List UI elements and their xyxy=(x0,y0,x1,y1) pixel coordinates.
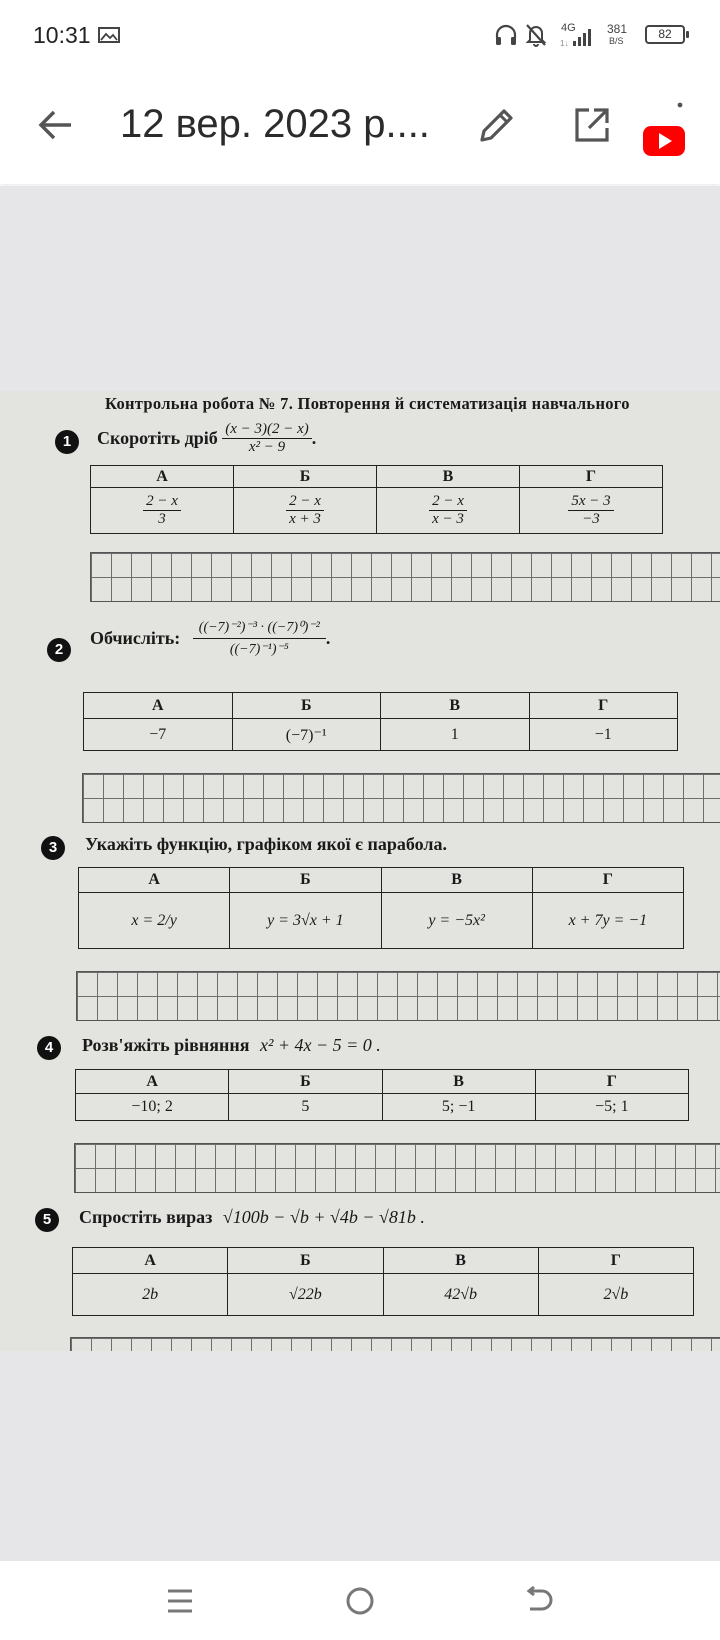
option-header: А xyxy=(84,693,233,719)
back-arrow-icon[interactable] xyxy=(36,105,76,145)
option-header: Г xyxy=(538,1248,693,1274)
worksheet-header: Контрольна робота № 7. Повторення й систематизація навчального xyxy=(105,394,630,413)
question-number-badge: 2 xyxy=(47,638,71,662)
fraction xyxy=(222,421,312,456)
question-text: Обчисліть: $\frac{\text{((−7)⁻²)⁻³ · ((−7)⁰)⁻²}}{\text{((−7)⁻¹)⁻⁵}}$ . xyxy=(90,617,330,660)
headset-icon xyxy=(494,23,518,47)
fraction-numerator: 2 − x xyxy=(429,493,467,511)
option-header: В xyxy=(377,466,520,488)
option-header: Б xyxy=(229,1070,382,1094)
option-header: Б xyxy=(230,868,381,893)
option-value xyxy=(520,488,663,534)
question-number-badge: 3 xyxy=(41,836,65,860)
option-value: 1 xyxy=(381,719,530,751)
question-prompt: Обчисліть: xyxy=(90,628,181,648)
question-text: Скоротіть дріб $\frac{(x - 3)(2 - x)}{\text{x² − 9}}$ . xyxy=(97,421,317,455)
option-header: Б xyxy=(234,466,377,488)
option-header: В xyxy=(383,1248,538,1274)
svg-text:1↓: 1↓ xyxy=(560,39,569,47)
answer-table xyxy=(90,465,663,534)
option-header: В xyxy=(381,693,530,719)
option-header: Г xyxy=(535,1070,688,1094)
question-number-badge: 5 xyxy=(35,1208,59,1232)
option-value: x + 7y = −1 xyxy=(532,893,683,949)
home-icon[interactable] xyxy=(340,1581,380,1621)
fraction-denominator: −3 xyxy=(582,511,600,527)
option-header: Г xyxy=(529,693,678,719)
question-text xyxy=(82,1035,381,1056)
question-prompt: Укажіть функцію, графіком якої є парабола. xyxy=(85,834,447,854)
network-type: 4G xyxy=(561,22,576,34)
equation: x² + 4x − 5 = 0 . xyxy=(259,1035,381,1055)
bell-off-icon xyxy=(524,22,548,48)
recent-apps-icon[interactable] xyxy=(160,1581,200,1621)
document-title: 12 вер. 2023 р.... xyxy=(120,102,430,146)
option-value: √22b xyxy=(228,1274,383,1316)
option-value xyxy=(234,488,377,534)
answer-grid xyxy=(76,971,720,1021)
network-speed-unit: B/S xyxy=(609,36,624,46)
youtube-icon[interactable] xyxy=(640,100,688,156)
open-external-icon[interactable] xyxy=(572,105,612,145)
option-value: (−7)⁻¹ xyxy=(232,719,381,751)
fraction-denominator: x + 3 xyxy=(289,511,321,527)
option-value xyxy=(377,488,520,534)
answer-grid xyxy=(70,1337,720,1351)
option-header: Б xyxy=(232,693,381,719)
answer-table xyxy=(75,1069,689,1121)
battery-level: 82 xyxy=(658,27,672,41)
battery-icon xyxy=(645,25,685,44)
option-value: y = −5x² xyxy=(381,893,532,949)
option-header: А xyxy=(91,466,234,488)
option-value: 2√b xyxy=(538,1274,693,1316)
option-value xyxy=(91,488,234,534)
status-bar xyxy=(0,0,720,72)
question-prompt: Розв'яжіть рівняння xyxy=(82,1035,250,1055)
fraction-numerator: ((−7)⁻²)⁻³ · ((−7)⁰)⁻² xyxy=(193,617,326,639)
document-photo[interactable] xyxy=(0,391,720,1351)
option-header: В xyxy=(381,868,532,893)
option-header: Г xyxy=(520,466,663,488)
edit-pencil-icon[interactable] xyxy=(476,106,516,146)
question-prompt: Скоротіть дріб xyxy=(97,428,218,448)
option-value: 42√b xyxy=(383,1274,538,1316)
option-value: −7 xyxy=(84,719,233,751)
image-icon xyxy=(98,27,120,43)
fraction-numerator: 5x − 3 xyxy=(568,493,613,511)
fraction-numerator: (x − 3)(2 − x) xyxy=(222,421,312,439)
fraction-denominator: x − 3 xyxy=(432,511,464,527)
option-header: А xyxy=(73,1248,228,1274)
option-header: Б xyxy=(228,1248,383,1274)
question-number-badge: 1 xyxy=(55,430,79,454)
back-icon[interactable] xyxy=(518,1581,558,1621)
option-header: Г xyxy=(532,868,683,893)
clock: 10:31 xyxy=(33,22,91,48)
signal-icon xyxy=(560,27,594,47)
answer-grid xyxy=(82,773,720,823)
question-prompt: Спростіть вираз xyxy=(79,1207,213,1227)
option-value: x = 2/y xyxy=(79,893,230,949)
expression: √100b − √b + √4b − √81b . xyxy=(222,1207,425,1227)
fraction-denominator: 3 xyxy=(158,511,166,527)
question-number-badge: 4 xyxy=(37,1036,61,1060)
answer-table xyxy=(83,692,678,751)
question-text xyxy=(79,1207,425,1228)
option-header: А xyxy=(76,1070,229,1094)
option-value: −10; 2 xyxy=(76,1094,229,1121)
option-value: 5; −1 xyxy=(382,1094,535,1121)
answer-table xyxy=(78,867,684,949)
fraction-numerator: 2 − x xyxy=(143,493,181,511)
option-header: В xyxy=(382,1070,535,1094)
option-value: −5; 1 xyxy=(535,1094,688,1121)
fraction-denominator: x² − 9 xyxy=(248,439,286,455)
option-value: 2b xyxy=(73,1274,228,1316)
fraction-numerator: 2 − x xyxy=(286,493,324,511)
option-header: А xyxy=(79,868,230,893)
option-value: 5 xyxy=(229,1094,382,1121)
app-bar xyxy=(0,72,720,184)
option-value: y = 3√x + 1 xyxy=(230,893,381,949)
system-nav-bar xyxy=(0,1561,720,1640)
network-speed-value: 381 xyxy=(607,22,628,36)
answer-table xyxy=(72,1247,694,1316)
option-value: −1 xyxy=(529,719,678,751)
answer-grid xyxy=(74,1143,720,1193)
fraction-denominator: ((−7)⁻¹)⁻⁵ xyxy=(229,642,289,657)
fraction xyxy=(193,617,326,660)
answer-grid xyxy=(90,552,720,602)
